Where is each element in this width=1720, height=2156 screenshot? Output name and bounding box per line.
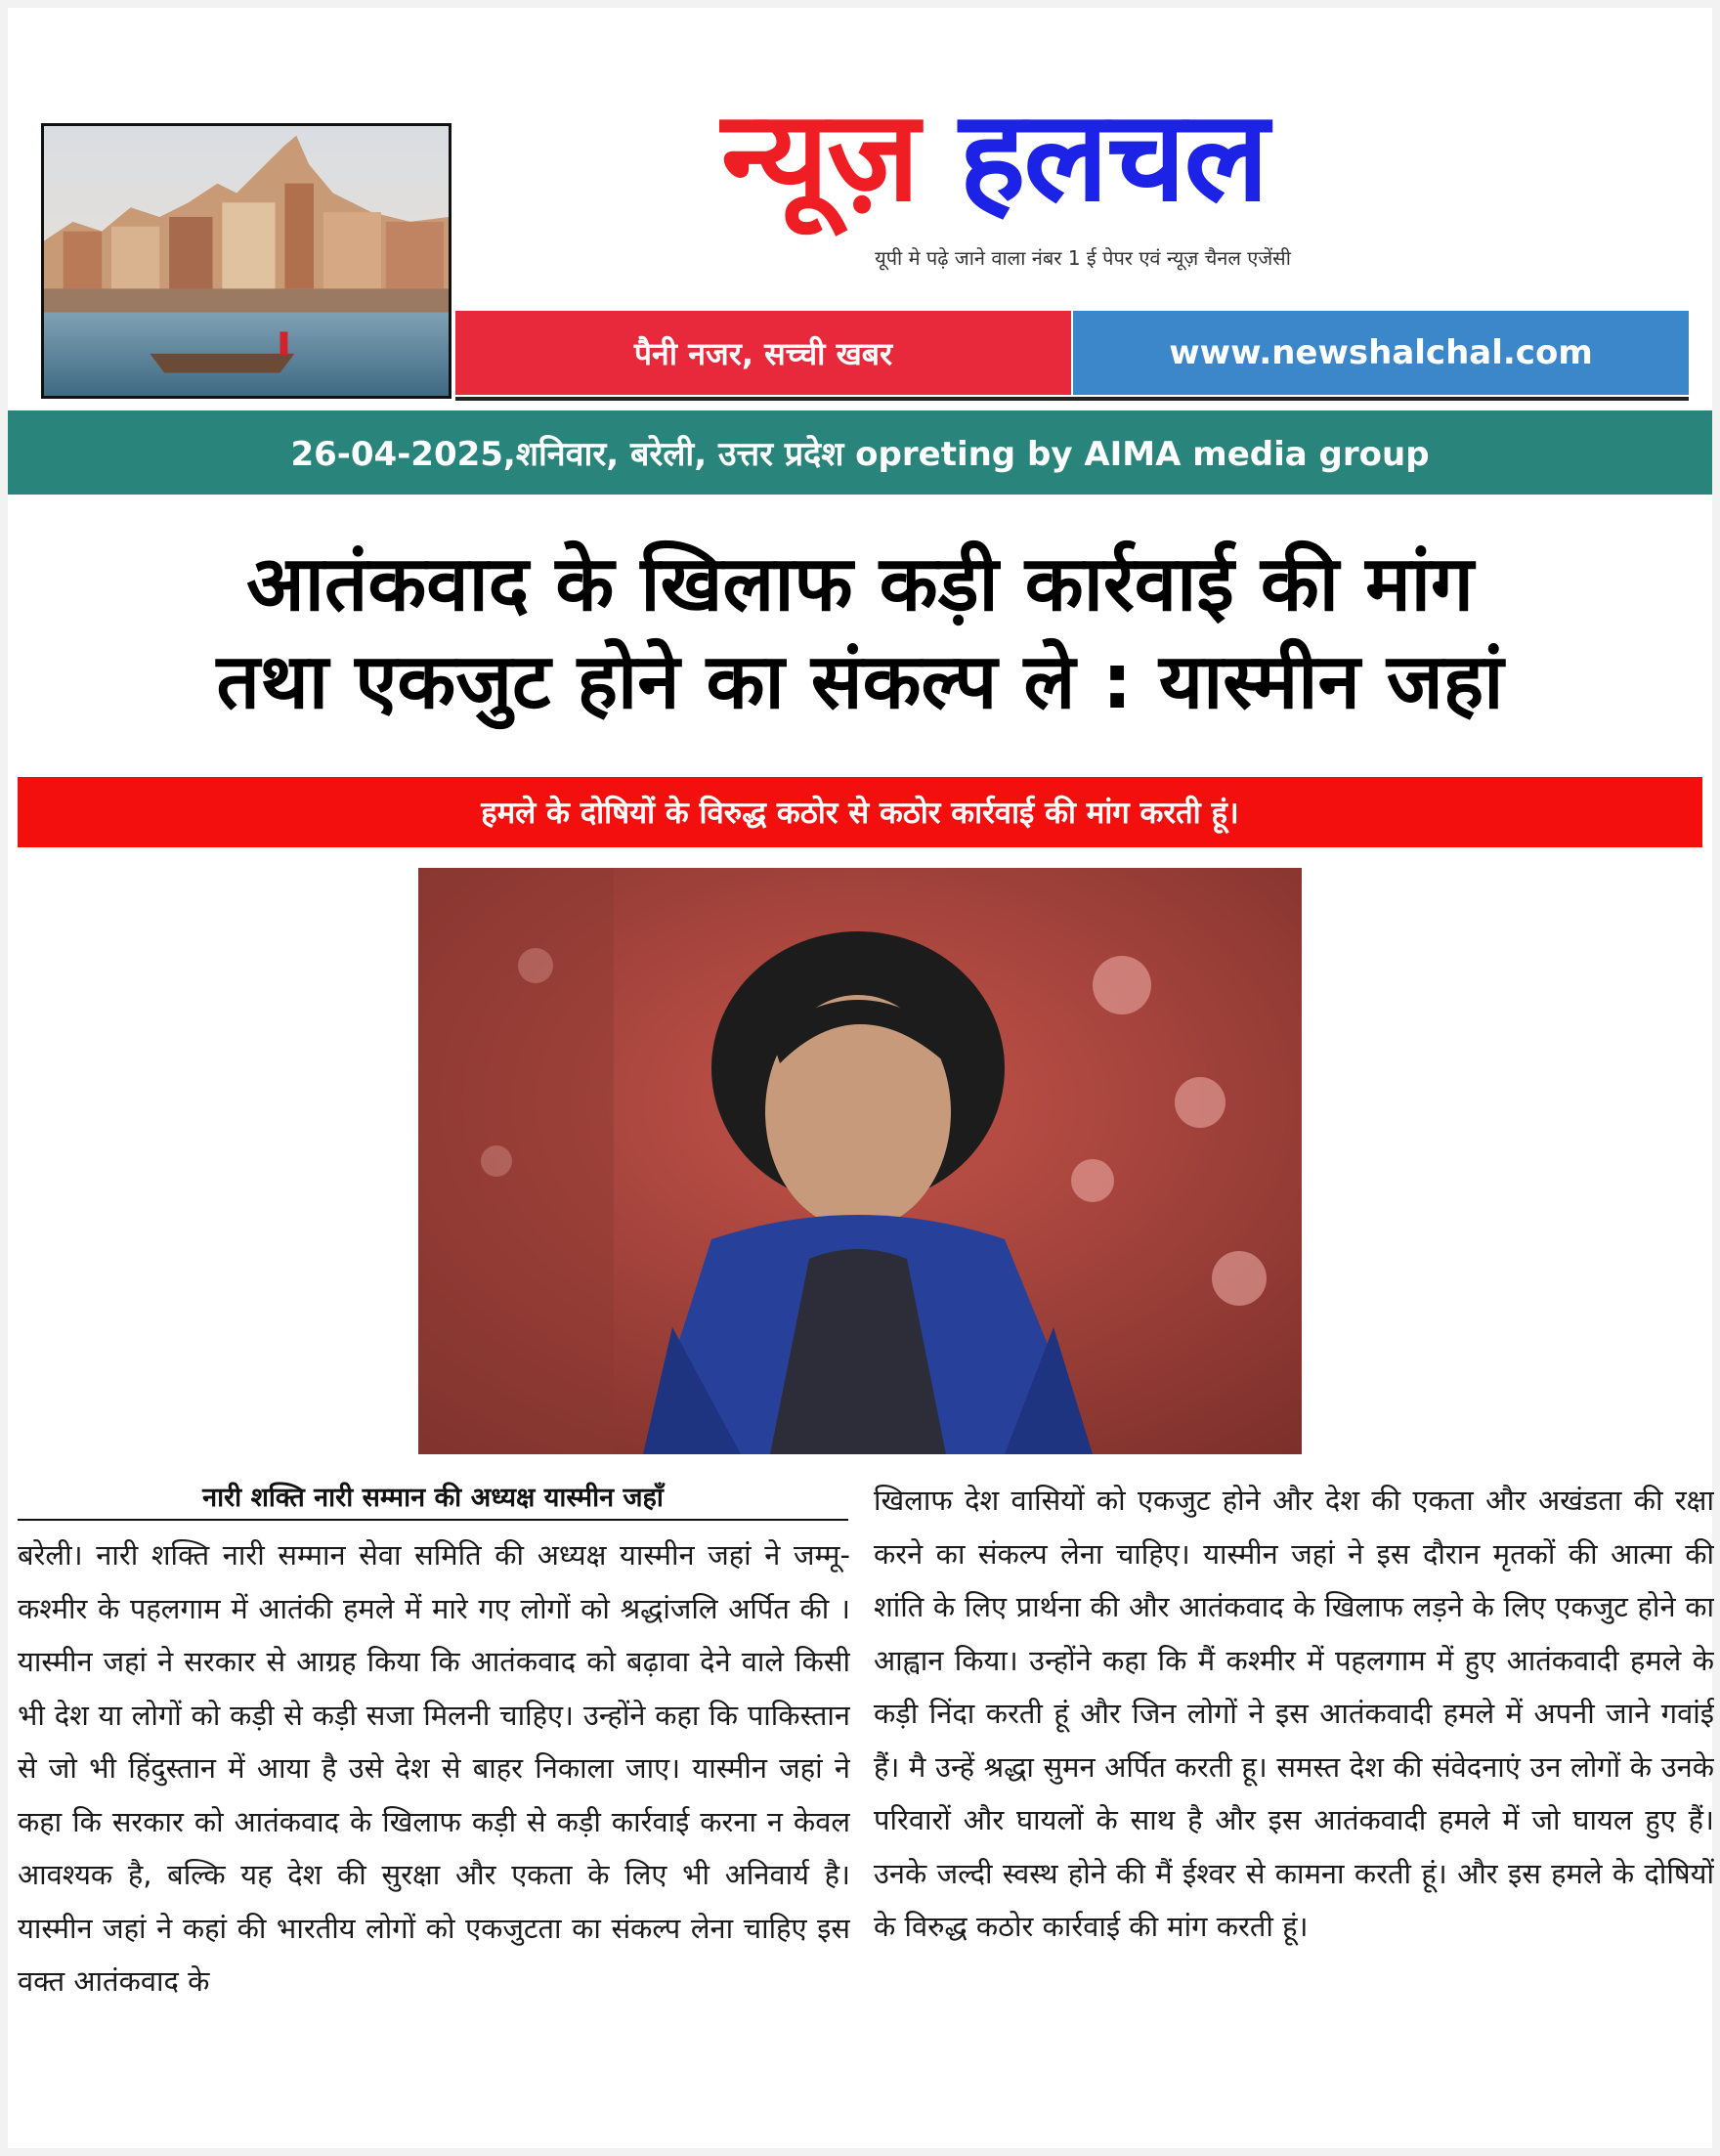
headline-line-1: आतंकवाद के खिलाफ कड़ी कार्रवाई की मांग xyxy=(246,540,1474,628)
dateline-bar: 26-04-2025,शनिवार, बरेली, उत्तर प्रदेश opreting by AIMA media group xyxy=(8,410,1712,495)
newspaper-page xyxy=(8,8,1712,2148)
brand-word-halchal: हलचल xyxy=(959,84,1268,230)
brand-word-news: न्यूज़ xyxy=(721,84,918,230)
website-link[interactable]: www.newshalchal.com xyxy=(1073,311,1689,395)
article-photo xyxy=(418,868,1302,1454)
headline-line-2: तथा एकजुट होने का संकल्प ले : यास्मीन जहां xyxy=(216,638,1504,726)
article-body-column-left: बरेली। नारी शक्ति नारी सम्मान सेवा समिति की अध्यक्ष यास्मीन जहां ने जम्मू-कश्मीर के पहलगाम में आतंकी हमले में मारे गए लोगों को श्रद्धांजलि अर्पित की ।यास्मीन जहां ने सरकार से आग्रह किया कि आतंकवाद को बढ़ावा देने वाले किसी भी देश या लोगों को कड़ी से कड़ी सजा मिलनी चाहिए। उन्होंने कहा कि पाकिस्तान से जो भी हिंदुस्तान में आया है उसे देश से बाहर निकाला जाए। यास्मीन जहां ने कहा कि सरकार को आतंकवाद के खिलाफ कड़ी से कड़ी कार्रवाई करना न केवल आवश्यक है, बल्कि यह देश की सुरक्षा और एकता के लिए भी अनिवार्य है। यास्मीन जहां ने कहां की भारतीय लोगों को एकजुटता का संकल्प लेना चाहिए इस वक्त आतंकवाद के xyxy=(18,1538,850,1998)
brand-logo xyxy=(721,84,1425,231)
caption-underline xyxy=(18,1519,848,1521)
masthead-tagline: यूपी मे पढ़े जाने वाला नंबर 1 ई पेपर एवं न्यूज़ चैनल एजेंसी xyxy=(875,246,1291,270)
photo-caption: नारी शक्ति नारी सम्मान की अध्यक्ष यास्मीन जहाँ xyxy=(202,1483,664,1513)
subheadline-bar: हमले के दोषियों के विरुद्ध कठोर से कठोर कार्रवाई की मांग करती हूं। xyxy=(18,777,1702,847)
article-body-column-right: खिलाफ देश वासियों को एकजुट होने और देश की एकता और अखंडता की रक्षा करने का संकल्प लेना चाहिए। यास्मीन जहां ने इस दौरान मृतकों की आत्मा की शांति के लिए प्रार्थना की और आतंकवाद के खिलाफ लड़ने के लिए एकजुट होने का आह्वान किया। उन्होंने कहा कि मैं कश्मीर में पहलगाम में हुए आतंकवादी हमले के कड़ी निंदा करती हूं और जिन लोगों ने इस आतंकवादी हमले में अपनी जाने गवांई हैं। मै उन्हें श्रद्धा सुमन अर्पित करती हू। समस्त देश की संवेदनाएं उन लोगों के उनके परिवारों और घायलों के साथ है और इस आतंकवादी हमले में जो घायल हुए हैं। उनके जल्दी स्वस्थ होने की मैं ईश्वर से कामना करती हूं। और इस हमले के दोषियों के विरुद्ध कठोर कार्रवाई की मांग करती हूं। xyxy=(874,1484,1714,1943)
motto-band: पैनी नजर, सच्ची खबर xyxy=(455,311,1071,395)
masthead-city-photo xyxy=(41,123,452,399)
headline xyxy=(18,536,1702,731)
masthead-divider xyxy=(455,397,1689,401)
